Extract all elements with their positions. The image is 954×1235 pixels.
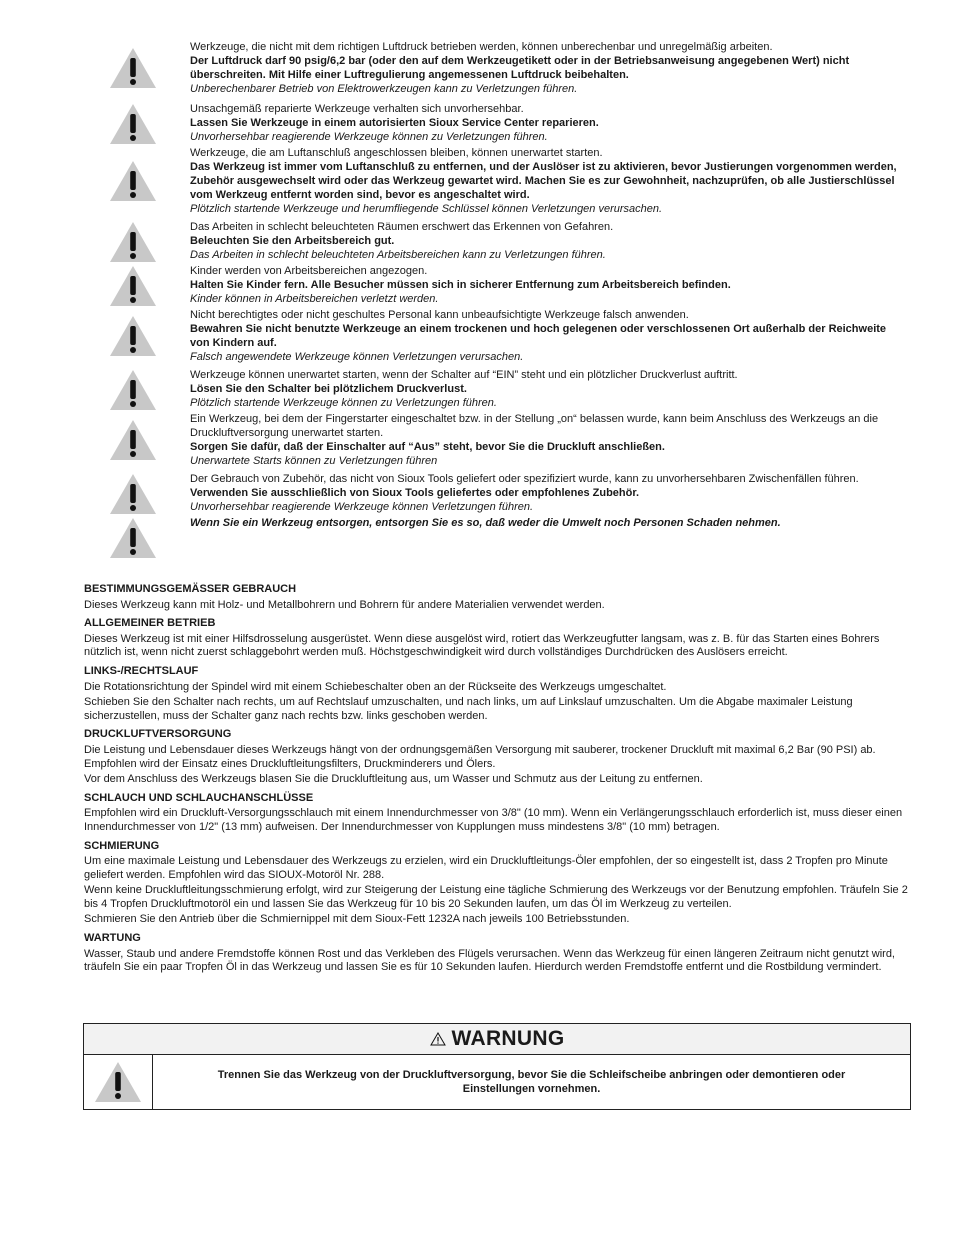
section-paragraph: Wasser, Staub und andere Fremdstoffe können Rost und das Verkleben des Flügels verursachen. Wenn das Werkzeug für einen längeren Zeitraum nicht genutzt wird, träufeln Sie ein paar Tropfen Öl in das Werkzeug und lassen Sie es für 10 Sekunden laufen. Hierdurch werden Fremdstoffe entfernt und die Rostbildung vermindert. [84,947,895,974]
operation-instructions [84,580,914,977]
warning-line-bold: Halten Sie Kinder fern. Alle Besucher müssen sich in sicherer Entfernung zum Arbeitsbereich befinden. [190,279,731,291]
section-paragraph: Die Leistung und Lebensdauer dieses Werkzeugs hängt von der ordnungsgemäßen Versorgung mit sauberer, trockener Druckluft mit maximal 6,2 Bar (90 PSI) ab. Empfohlen wird der Einsatz eines Druckluftleitungsfilters, Druckminderers und Ölers. [84,743,876,770]
warning-triangle-icon [93,1060,143,1104]
section-paragraph: Empfohlen wird ein Druckluft-Versorgungsschlauch mit einem Innendurchmesser von 3/8" (10 mm). Wenn ein Verlängerungsschlauch erforderlich ist, muss dieser einen Innendurchmesser von 1/2" (13 mm) aufweisen. Der Innendurchmesser von Kupplungen muss mindestens 3/8" (10 mm) betragen. [84,807,903,833]
section-heading: SCHLAUCH UND SCHLAUCHANSCHLÜSSE [84,791,314,804]
warning-line-bold: Der Luftdruck darf 90 psig/6,2 bar (oder den auf dem Werkzeugetikett oder in der Betriebsanweisung angegebenen Wert) nicht überschreiten. Mit Hilfe einer Luftregulierung angemessenen Luftdruck beibehalten. [190,55,850,81]
warning-line-normal: Kinder werden von Arbeitsbereichen angezogen. [190,265,428,277]
warning-triangle-icon [108,418,158,462]
warning-line-bold: Bewahren Sie nicht benutzte Werkzeuge an einem trockenen und hoch gelegenen oder verschlossenen Ort außerhalb der Reichweite von Kindern auf. [190,323,887,349]
warning-line-italic: Unerwartete Starts können zu Verletzungen führen [190,455,438,467]
section-paragraph: Dieses Werkzeug ist mit einer Hilfsdrosselung ausgerüstet. Wenn diese ausgelöst wird, rotiert das Werkzeugfutter langsam, was z. B. für das Starten eines Bohrers nützlich ist, wenn nicht zuerst schlaggebohrt werden muß. Höchstgeschwindigkeit wird durch vollständiges Durchdrücken des Auslösers erreicht. [84,632,880,659]
warning-line-bold: Beleuchten Sie den Arbeitsbereich gut. [190,235,395,247]
section-paragraph: Dieses Werkzeug kann mit Holz- und Metallbohrern und Bohrern für andere Materialien verwendet werden. [84,598,605,611]
warning-triangle-icon [108,516,158,560]
warning-line-italic: Plötzlich startende Werkzeuge können zu Verletzungen führen. [190,397,497,409]
warning-item [108,102,908,144]
warning-line-italic: Plötzlich startende Werkzeuge und herumfliegende Schlüssel können Verletzungen verursachen. [190,203,663,215]
warning-box-icon-cell [84,1055,153,1109]
warning-box-body [84,1055,910,1109]
warning-line-normal: Der Gebrauch von Zubehör, das nicht von Sioux Tools geliefert oder spezifiziert wurde, kann zu unvorhersehbaren Zwischenfällen führen. [190,473,859,485]
section-paragraph: Um eine maximale Leistung und Lebensdauer des Werkzeugs zu erzielen, wird ein Druckluftleitungs-Öler empfohlen, der so eingestellt ist, dass 2 Tropfen pro Minute geliefert werden. Empfohlen wird das SIOUX-Motoröl Nr. 288. [84,855,888,881]
warning-triangle-icon [108,368,158,412]
warning-line-bold: Sorgen Sie dafür, daß der Einschalter auf “Aus” steht, bevor Sie die Druckluft anschließen. [190,441,665,453]
warning-triangle-icon [108,220,158,264]
warning-triangle-icon [108,46,158,90]
warning-line-normal: Das Arbeiten in schlecht beleuchteten Räumen erschwert das Erkennen von Gefahren. [190,221,614,233]
section-heading: ALLGEMEINER BETRIEB [84,617,216,630]
warning-triangle-icon [108,472,158,516]
section-heading: LINKS-/RECHTSLAUF [84,664,199,677]
warning-box-text: Trennen Sie das Werkzeug von der Druckluftversorgung, bevor Sie die Schleifscheibe anbringen oder demontieren oder Einstellungen vornehmen. [217,1069,846,1095]
safety-warnings-list [108,40,908,530]
warning-item [108,264,908,306]
warning-line-normal: Unsachgemäß reparierte Werkzeuge verhalten sich unvorhersehbar. [190,103,524,115]
warning-line-italic: Unberechenbarer Betrieb von Elektrowerkzeugen kann zu Verletzungen führen. [190,83,578,95]
warning-item [108,368,908,410]
section-heading: SCHMIERUNG [84,839,160,852]
warning-line-bold: Das Werkzeug ist immer vom Luftanschluß zu entfernen, und der Auslöser ist zu aktivieren, bevor Justierungen vorgenommen werden, Zubehör ausgewechselt wird oder das Werkzeug gewartet wird. Machen Sie es zur Gewohnheit, nachzuprüfen, ob alle Justierschlüssel vom Werkzeug entfernt worden sind, bevor es angeschaltet wird. [190,161,897,201]
warning-triangle-icon [108,314,158,358]
warning-line-bold: Lösen Sie den Schalter bei plötzlichem Druckverlust. [190,383,467,395]
warning-box [83,1023,911,1110]
warning-line-normal: Nicht berechtigtes oder nicht geschultes Personal kann unbeaufsichtigte Werkzeuge falsch anwenden. [190,309,689,321]
warning-box-header [84,1024,910,1055]
warning-triangle-icon [108,159,158,203]
warning-item [108,516,908,530]
warning-item [108,146,908,216]
warning-line-italic: Unvorhersehbar reagierende Werkzeuge können zu Verletzungen führen. [190,131,548,143]
warning-line-bold: Lassen Sie Werkzeuge in einem autorisierten Sioux Service Center reparieren. [190,117,599,129]
section-paragraph: Schieben Sie den Schalter nach rechts, um auf Rechtslauf umzuschalten, und nach links, um auf Linkslauf umzuschalten. Um die Abgabe maximaler Leistung sicherzustellen, muss der Schalter ganz nach rechts bzw. links geschoben werden. [84,696,853,722]
warning-line-normal: Werkzeuge, die nicht mit dem richtigen Luftdruck betrieben werden, können unberechenbar und unregelmäßig arbeiten. [190,41,773,53]
warning-line-italic: Unvorhersehbar reagierende Werkzeuge können Verletzungen führen. [190,501,534,513]
warning-triangle-icon [108,264,158,308]
section-heading: BESTIMMUNGSGEMÄSSER GEBRAUCH [84,583,297,595]
section-paragraph: Vor dem Anschluss des Werkzeugs blasen Sie die Druckluftleitung aus, um Wasser und Schmutz aus der Leitung zu entfernen. [84,773,703,786]
section-heading: DRUCKLUFTVERSORGUNG [84,728,232,741]
warning-item [108,40,908,96]
warning-line-normal: Ein Werkzeug, bei dem der Fingerstarter eingeschaltet bzw. in der Stellung „on“ belassen wurde, kann beim Anschluss des Werkzeugs an die Druckluftversorgung unerwartet starten. [190,413,879,439]
warning-box-title: WARNUNG [451,1027,565,1050]
warning-line-normal: Werkzeuge, die am Luftanschluß angeschlossen bleiben, können unerwartet starten. [190,147,603,159]
section-heading: WARTUNG [84,932,141,945]
warning-item [108,308,908,364]
section-paragraph: Die Rotationsrichtung der Spindel wird mit einem Schiebeschalter oben an der Rückseite des Werkzeugs umgeschaltet. [84,680,667,693]
warning-line-bold: Verwenden Sie ausschließlich von Sioux Tools geliefertes oder empfohlenes Zubehör. [190,487,640,499]
warning-line-bolditalic: Wenn Sie ein Werkzeug entsorgen, entsorgen Sie es so, daß weder die Umwelt noch Personen Schaden nehmen. [190,517,781,529]
warning-outline-icon [430,1032,446,1046]
warning-line-italic: Das Arbeiten in schlecht beleuchteten Arbeitsbereichen kann zu Verletzungen führen. [190,249,606,261]
warning-triangle-icon [108,102,158,146]
warning-line-normal: Werkzeuge können unerwartet starten, wenn der Schalter auf “EIN” steht und ein plötzlicher Druckverlust auftritt. [190,369,738,381]
warning-item [108,220,908,262]
warning-item [108,472,908,514]
warning-line-italic: Falsch angewendete Werkzeuge können Verletzungen verursachen. [190,351,524,363]
warning-item [108,412,908,468]
section-paragraph: Schmieren Sie den Antrieb über die Schmiernippel mit dem Sioux-Fett 1232A nach jeweils 100 Betriebsstunden. [84,913,630,926]
warning-line-italic: Kinder können in Arbeitsbereichen verletzt werden. [190,293,439,305]
section-paragraph: Wenn keine Druckluftleitungsschmierung erfolgt, wird zur Steigerung der Leistung eine tägliche Schmierung des Werkzeugs vor der Benutzung empfohlen. Träufeln Sie 2 bis 4 Tropfen Druckluftmotoröl ein und lassen Sie das Werkzeug für 10 bis 20 Sekunden laufen, um das Öl im Werkzeug zu verteilen. [84,884,908,910]
